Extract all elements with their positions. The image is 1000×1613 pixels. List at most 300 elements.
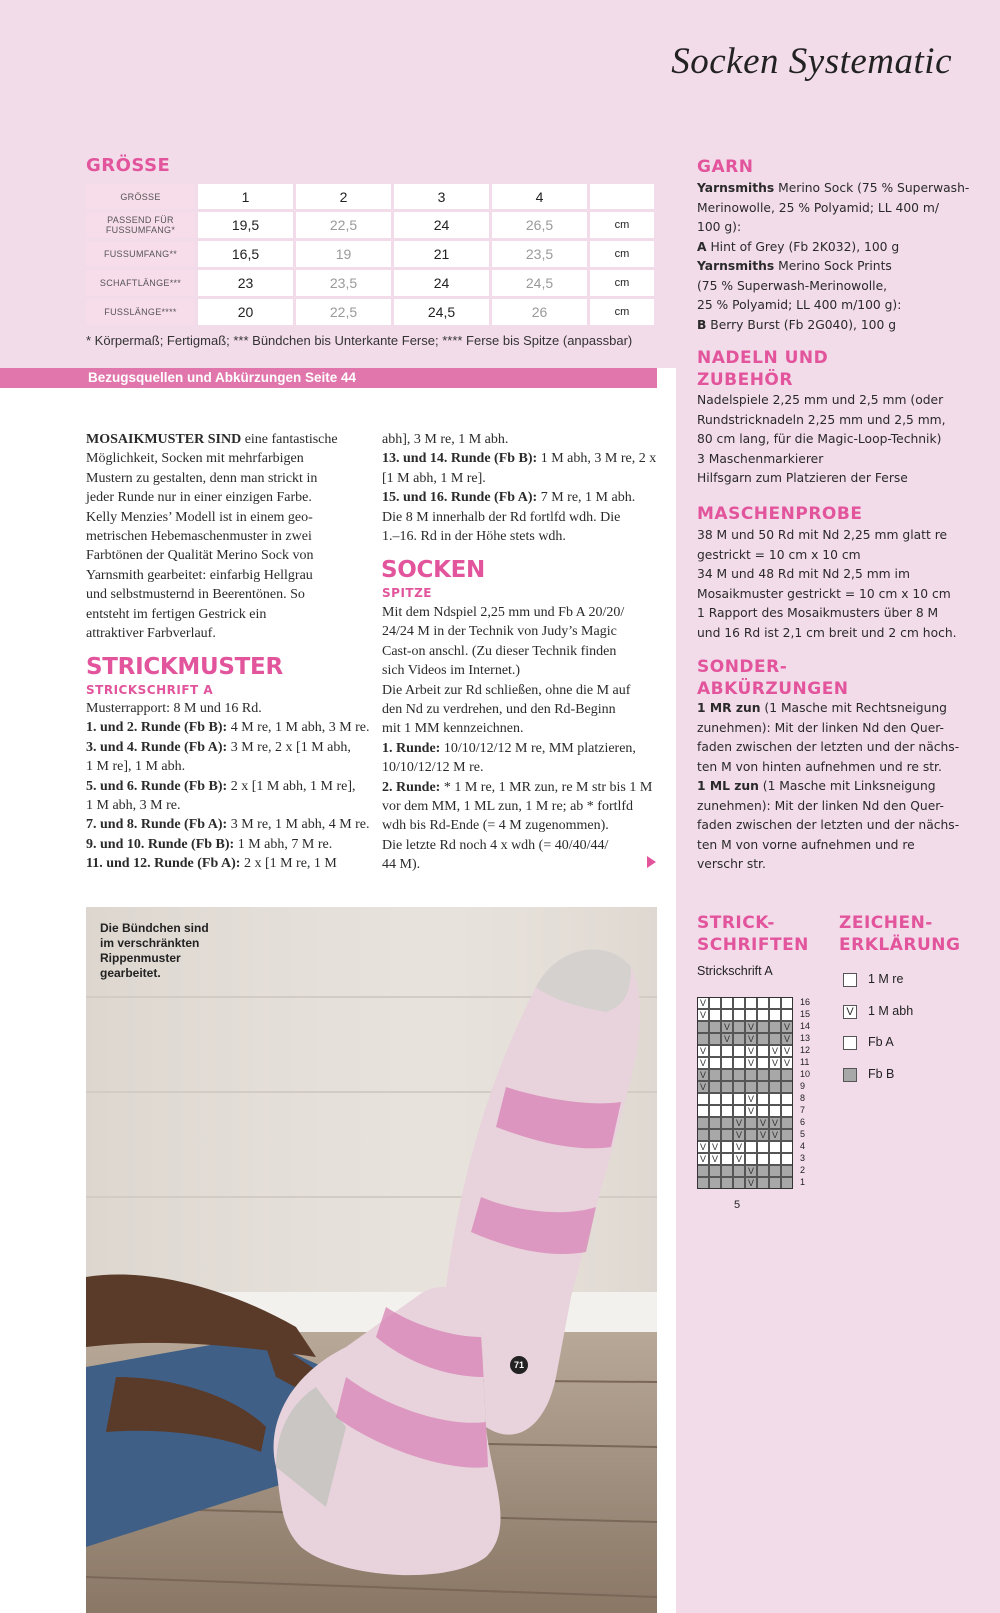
chart-cell xyxy=(721,997,733,1009)
chart-cell xyxy=(709,1069,721,1081)
groesse-heading: GRÖSSE xyxy=(86,155,171,176)
chart-cell xyxy=(709,1177,721,1189)
table-row xyxy=(86,299,654,325)
text-line xyxy=(382,758,657,777)
chart-cell xyxy=(781,1177,793,1189)
bold-run: 1. Runde: xyxy=(382,740,441,756)
text-line: Yarnsmith gearbeitet: einfarbig Hellgrau xyxy=(86,567,313,583)
text-line xyxy=(697,836,987,856)
bold-run: 11. und 12. Runde (Fb A): xyxy=(86,856,241,872)
table-header-cell: 1 xyxy=(198,184,293,209)
chart-cell xyxy=(733,997,745,1009)
chart-row-number: 8 xyxy=(800,1093,806,1103)
text-span: Rundstricknadeln 2,25 mm und 2,5 mm, xyxy=(697,412,946,427)
chart-cell xyxy=(769,1021,781,1033)
slip-stitch-cell: V xyxy=(769,1045,781,1057)
chart-cell xyxy=(769,997,781,1009)
chart-cell xyxy=(697,1105,709,1117)
text-line xyxy=(382,816,657,835)
slip-stitch-cell: V xyxy=(769,1117,781,1129)
table-cell: 23,5 xyxy=(296,270,391,296)
slip-stitch-cell: V xyxy=(745,1093,757,1105)
chart-cell xyxy=(745,1153,757,1165)
text-line xyxy=(86,796,371,815)
text-line xyxy=(697,585,987,605)
text-line xyxy=(697,777,987,797)
reference-link[interactable]: Bezugsquellen und Abkürzungen Seite 44 xyxy=(88,370,357,385)
text-span: zunehmen): Mit der linken Nd den Quer- xyxy=(697,798,944,813)
slip-stitch-cell: V xyxy=(781,1045,793,1057)
size-footnote: * Körpermaß; Fertigmaß; *** Bündchen bis Unterkante Ferse; **** Ferse bis Spitze (anpassbar) xyxy=(86,333,633,348)
chart-row-number: 5 xyxy=(800,1129,806,1139)
sock-illustration xyxy=(86,907,657,1613)
text-span: den Nd zu verdrehen, und den Rd-Beginn xyxy=(382,702,616,718)
text-line xyxy=(100,921,209,936)
chart-cell xyxy=(745,1081,757,1093)
chart-cell xyxy=(721,1105,733,1117)
chart-cell xyxy=(733,1177,745,1189)
text-span: 10/10/12/12 M re, MM platzieren, xyxy=(440,740,636,756)
text-line xyxy=(382,739,657,758)
size-table xyxy=(83,181,657,328)
text-line xyxy=(697,816,987,836)
chart-cell xyxy=(757,1105,769,1117)
chart-cell xyxy=(757,1153,769,1165)
row-label: SCHAFTLÄNGE*** xyxy=(86,270,195,296)
text-span: Merino Sock Prints xyxy=(774,259,892,273)
row-label: PASSEND FÜR FUSSUMFANG* xyxy=(86,212,195,238)
chart-cell xyxy=(769,1141,781,1153)
chart-row-number: 4 xyxy=(800,1141,806,1151)
text-span: 25 % Polyamid; LL 400 m/100 g): xyxy=(697,298,902,312)
intro-text xyxy=(86,430,371,643)
text-span: faden zwischen der letzten und der nächs- xyxy=(697,818,960,832)
chart-cell xyxy=(733,1009,745,1021)
legend-label: 1 M abh xyxy=(868,1003,914,1018)
chart-cell xyxy=(769,1153,781,1165)
table-header-cell: 3 xyxy=(394,184,489,209)
chart-cell xyxy=(721,1177,733,1189)
table-cell: 16,5 xyxy=(198,241,293,267)
text-span: Die Bündchen sind xyxy=(100,921,209,935)
text-span: Nadelspiele 2,25 mm und 2,5 mm (oder xyxy=(697,393,944,407)
chart-cell xyxy=(769,1081,781,1093)
chart-cell xyxy=(721,1117,733,1129)
intro-line xyxy=(86,430,371,449)
intro-rest xyxy=(86,449,371,643)
chart-cell xyxy=(781,1009,793,1021)
chart-cell xyxy=(733,1033,745,1045)
heading-line: ERKLÄRUNG xyxy=(839,935,961,955)
text-line xyxy=(697,179,987,199)
chart-cell xyxy=(781,1165,793,1177)
slip-stitch-cell: V xyxy=(697,1057,709,1069)
chart-cell xyxy=(757,997,769,1009)
text-line: und selbstmusternd in Beerentönen. So xyxy=(86,587,305,603)
chart-cell xyxy=(781,1081,793,1093)
text-span: 44 M). xyxy=(382,857,421,873)
chart-cell xyxy=(757,1033,769,1045)
text-line xyxy=(697,450,987,470)
chart-cell xyxy=(709,1105,721,1117)
continue-arrow-icon xyxy=(647,856,656,868)
chart-cell xyxy=(781,1105,793,1117)
text-span: ten M von hinten aufnehmen und re str. xyxy=(697,759,942,774)
text-span: 1 M re], 1 M abh. xyxy=(86,759,186,775)
text-span: [1 M abh, 1 M re]. xyxy=(382,470,486,486)
text-line xyxy=(697,218,987,238)
text-line xyxy=(100,951,209,966)
chart-cell xyxy=(769,1069,781,1081)
bold-run: 3. und 4. Runde (Fb A): xyxy=(86,739,228,755)
text-span: 1.–16. Rd in der Höhe stets wdh. xyxy=(382,529,566,545)
spitze-subheading: SPITZE xyxy=(382,586,432,600)
text-line xyxy=(697,391,987,411)
text-line xyxy=(382,469,657,488)
text-span: Merinowolle, 25 % Polyamid; LL 400 m/ xyxy=(697,200,940,215)
chart-cell xyxy=(697,1117,709,1129)
chart-cell xyxy=(721,1141,733,1153)
table-cell: 19 xyxy=(296,241,391,267)
text-line xyxy=(382,508,657,527)
legend-swatch xyxy=(843,1036,857,1050)
slip-stitch-cell: V xyxy=(757,1117,769,1129)
text-line xyxy=(86,699,371,718)
text-line xyxy=(86,835,371,854)
slip-stitch-cell: V xyxy=(697,1153,709,1165)
text-line xyxy=(697,797,987,817)
slip-stitch-cell: V xyxy=(745,1165,757,1177)
chart-cell xyxy=(721,1153,733,1165)
slip-stitch-cell: V xyxy=(745,1105,757,1117)
text-line xyxy=(697,277,987,297)
chart-cell xyxy=(709,1129,721,1141)
page-number: 71 xyxy=(510,1356,528,1374)
chart-cell xyxy=(757,1081,769,1093)
chart-cell xyxy=(781,1129,793,1141)
text-line xyxy=(100,936,209,951)
text-span: 4 M re, 1 M abh, 3 M re. xyxy=(227,720,370,736)
chart-cell xyxy=(709,1081,721,1093)
text-span: eine fantastische xyxy=(244,432,338,447)
text-span: 7 M re, 1 M abh. xyxy=(537,490,636,506)
slip-stitch-cell: V xyxy=(733,1129,745,1141)
text-line xyxy=(382,622,657,641)
text-line xyxy=(100,966,209,981)
chart-cell xyxy=(757,1093,769,1105)
sock-photo xyxy=(86,907,657,1613)
slip-stitch-cell: V xyxy=(781,1033,793,1045)
bold-run: 2. Runde: xyxy=(382,779,441,795)
chart-cell xyxy=(733,1165,745,1177)
slip-stitch-cell: V xyxy=(697,1069,709,1081)
strickmuster-heading: STRICKMUSTER xyxy=(86,654,283,680)
text-line xyxy=(86,738,371,757)
text-line xyxy=(382,681,657,700)
size-table-header xyxy=(86,184,654,209)
chart-cell xyxy=(721,1057,733,1069)
chart-cell xyxy=(757,1177,769,1189)
chart-cell xyxy=(769,1093,781,1105)
text-line: Möglichkeit, Socken mit mehrfarbigen xyxy=(86,451,304,467)
chart-row-number: 9 xyxy=(800,1081,806,1091)
slip-stitch-cell: V xyxy=(769,1057,781,1069)
chart-row-number: 13 xyxy=(800,1033,811,1043)
text-line xyxy=(697,526,987,546)
table-header-cell: 2 xyxy=(296,184,391,209)
text-span: 2 x [1 M abh, 1 M re], xyxy=(227,778,356,794)
legend-label: 1 M re xyxy=(868,972,904,986)
legend-label: Fb B xyxy=(868,1066,895,1081)
chart-cell xyxy=(769,1165,781,1177)
heading-line: ZUBEHÖR xyxy=(697,370,793,390)
table-row xyxy=(86,241,654,267)
chart-cell xyxy=(769,1177,781,1189)
sonder-heading xyxy=(697,656,849,700)
text-span: 24/24 M in der Technik von Judy’s Magic xyxy=(382,624,617,640)
zeichenerklaerung-heading xyxy=(839,912,960,956)
slip-stitch-cell: V xyxy=(697,1045,709,1057)
row-label: FUSSUMFANG** xyxy=(86,241,195,267)
text-line xyxy=(697,296,987,316)
intro-lead: MOSAIKMUSTER SIND xyxy=(86,432,242,447)
text-line xyxy=(697,257,987,277)
chart-cell xyxy=(733,1069,745,1081)
unit-cell: cm xyxy=(590,299,654,325)
text-line xyxy=(86,854,371,873)
table-cell: 22,5 xyxy=(296,212,391,238)
text-span: 1 M abh, 3 M re. xyxy=(86,798,181,814)
text-span: 3 M re, 1 M abh, 4 M re. xyxy=(227,817,370,833)
text-span: und 16 Rd ist 2,1 cm breit und 2 cm hoch. xyxy=(697,625,957,640)
text-span: faden zwischen der letzten und der nächs- xyxy=(697,740,960,754)
table-cell: 24 xyxy=(394,270,489,296)
text-span: 3 M re, 2 x [1 M abh, xyxy=(227,739,351,755)
bold-run: 1 ML zun xyxy=(697,779,759,793)
chart-cell xyxy=(709,1021,721,1033)
text-line xyxy=(697,199,987,219)
chart-cell xyxy=(769,1105,781,1117)
chart-cell xyxy=(733,1057,745,1069)
slip-stitch-cell: V xyxy=(733,1117,745,1129)
chart-cell xyxy=(769,1009,781,1021)
table-cell: 20 xyxy=(198,299,293,325)
chart-cell xyxy=(721,1165,733,1177)
table-cell: 23 xyxy=(198,270,293,296)
table-cell: 23,5 xyxy=(492,241,587,267)
chart-cell xyxy=(757,1069,769,1081)
text-line: Kelly Menzies’ Modell ist in einem geo- xyxy=(86,509,313,525)
chart-row-number: 15 xyxy=(800,1009,811,1019)
chart-cell xyxy=(721,1069,733,1081)
chart-cell xyxy=(697,1177,709,1189)
text-line: entsteht im fertigen Gestrick ein xyxy=(86,606,267,622)
chart-cell xyxy=(745,997,757,1009)
maschenprobe-text xyxy=(697,526,987,643)
chart-row-number: 7 xyxy=(800,1105,806,1115)
text-line xyxy=(382,488,657,507)
bold-run: 1. und 2. Runde (Fb B): xyxy=(86,720,228,736)
chart-cell xyxy=(781,1069,793,1081)
text-line xyxy=(697,758,987,778)
chart-cell xyxy=(709,1009,721,1021)
table-cell: 26,5 xyxy=(492,212,587,238)
heading-line: ZEICHEN- xyxy=(839,913,933,933)
chart-cell xyxy=(769,1033,781,1045)
slip-stitch-cell: V xyxy=(745,1057,757,1069)
text-span: Die letzte Rd noch 4 x wdh (= 40/40/44/ xyxy=(382,837,609,853)
heading-line: ABKÜRZUNGEN xyxy=(697,679,849,699)
chart-cell xyxy=(721,1093,733,1105)
text-line xyxy=(697,430,987,450)
chart-cell xyxy=(733,1045,745,1057)
chart-cell xyxy=(709,1057,721,1069)
chart-cell xyxy=(721,1045,733,1057)
chart-cell xyxy=(757,1009,769,1021)
text-span: (1 Masche mit Linksneigung xyxy=(758,779,936,793)
text-line: attraktiver Farbverlauf. xyxy=(86,626,216,642)
legend-swatch: V xyxy=(843,1005,857,1019)
chart-cell xyxy=(745,1069,757,1081)
chart-cell xyxy=(757,1141,769,1153)
garn-text xyxy=(697,179,987,335)
text-line xyxy=(697,238,987,258)
chart-cell xyxy=(781,1141,793,1153)
nadeln-text xyxy=(697,391,987,489)
slip-stitch-cell: V xyxy=(697,997,709,1009)
chart-cell xyxy=(757,1165,769,1177)
text-span: Cast-on anschl. (Zu dieser Technik finden xyxy=(382,643,617,659)
chart-row-number: 12 xyxy=(800,1045,811,1055)
text-span: * 1 M re, 1 MR zun, re M str bis 1 M xyxy=(440,779,653,795)
text-span: 1 M abh, 3 M re, 2 x xyxy=(537,451,657,467)
table-cell: 22,5 xyxy=(296,299,391,325)
text-span: mit 1 MM kennzeichnen. xyxy=(382,721,524,737)
bold-run: Yarnsmiths xyxy=(697,259,775,273)
chart-cell xyxy=(757,1057,769,1069)
photo-caption xyxy=(100,921,209,981)
chart-cell xyxy=(781,1117,793,1129)
slip-stitch-cell: V xyxy=(721,1033,733,1045)
table-header-cell xyxy=(590,184,654,209)
unit-cell: cm xyxy=(590,241,654,267)
chart-cell xyxy=(745,1129,757,1141)
chart-row-number: 1 xyxy=(800,1177,806,1187)
text-line xyxy=(697,719,987,739)
text-span: Merino Sock (75 % Superwash- xyxy=(774,181,970,195)
bold-run: 7. und 8. Runde (Fb A): xyxy=(86,817,228,833)
legend-swatch xyxy=(843,973,857,987)
text-line xyxy=(382,449,657,468)
text-span: 38 M und 50 Rd mit Nd 2,25 mm glatt re xyxy=(697,528,948,542)
text-line xyxy=(697,855,987,875)
text-span: ten M von vorne aufnehmen und re xyxy=(697,837,915,852)
slip-stitch-cell: V xyxy=(769,1129,781,1141)
chart-cell xyxy=(709,1033,721,1045)
text-span: Hint of Grey (Fb 2K032), 100 g xyxy=(706,239,900,254)
chart-label: Strickschrift A xyxy=(697,964,773,978)
table-cell: 21 xyxy=(394,241,489,267)
sonder-text xyxy=(697,699,987,875)
text-line xyxy=(382,430,657,449)
bold-run: 15. und 16. Runde (Fb A): xyxy=(382,490,538,506)
chart-cell xyxy=(709,1045,721,1057)
text-span: 1 Rapport des Mosaikmusters über 8 M xyxy=(697,606,939,620)
text-span: Hilfsgarn zum Platzieren der Ferse xyxy=(697,471,908,485)
chart-cell xyxy=(697,1165,709,1177)
chart-cell xyxy=(733,1093,745,1105)
table-cell: 19,5 xyxy=(198,212,293,238)
chart-cell xyxy=(781,1093,793,1105)
text-line xyxy=(697,699,987,719)
chart-cell xyxy=(733,1021,745,1033)
text-span: abh], 3 M re, 1 M abh. xyxy=(382,432,509,447)
table-header-cell: GRÖSSE xyxy=(86,184,195,209)
text-line xyxy=(697,604,987,624)
chart-cell xyxy=(745,1141,757,1153)
chart-cell xyxy=(709,1165,721,1177)
text-line xyxy=(382,527,657,546)
text-line xyxy=(86,718,371,737)
text-span: sich Videos im Internet.) xyxy=(382,663,521,679)
text-line: Mustern zu gestalten, denn man strickt in xyxy=(86,470,318,486)
chart-cell xyxy=(709,997,721,1009)
table-cell: 26 xyxy=(492,299,587,325)
chart-cell xyxy=(721,1081,733,1093)
slip-stitch-cell: V xyxy=(709,1141,721,1153)
slip-stitch-cell: V xyxy=(697,1081,709,1093)
bold-run: 13. und 14. Runde (Fb B): xyxy=(382,451,538,467)
text-line xyxy=(382,855,657,874)
slip-stitch-cell: V xyxy=(757,1129,769,1141)
maschenprobe-heading: MASCHENPROBE xyxy=(697,504,863,524)
text-span: Die Arbeit zur Rd schließen, ohne die M auf xyxy=(382,682,631,698)
text-line: jeder Runde nur in einer einzigen Farbe. xyxy=(86,490,312,506)
chart-cell xyxy=(733,1105,745,1117)
legend-swatch xyxy=(843,1068,857,1082)
chart-cell xyxy=(697,1033,709,1045)
chart-cell xyxy=(745,1117,757,1129)
text-span: Mosaikmuster gestrickt = 10 cm x 10 cm xyxy=(697,586,951,601)
table-header-cell: 4 xyxy=(492,184,587,209)
bold-run: 1 MR zun xyxy=(697,701,761,715)
slip-stitch-cell: V xyxy=(781,1021,793,1033)
reference-bar xyxy=(0,368,657,388)
heading-line: STRICK- xyxy=(697,913,775,933)
slip-stitch-cell: V xyxy=(733,1153,745,1165)
col2-instructions xyxy=(382,430,657,546)
chart-cell xyxy=(721,1129,733,1141)
table-row xyxy=(86,212,654,238)
text-span: (1 Masche mit Rechtsneigung xyxy=(760,701,947,715)
slip-stitch-cell: V xyxy=(709,1153,721,1165)
chart-cell xyxy=(781,997,793,1009)
garn-heading: GARN xyxy=(697,157,754,177)
text-line xyxy=(86,815,371,834)
text-line xyxy=(382,603,657,622)
text-line xyxy=(382,778,657,797)
text-line xyxy=(697,546,987,566)
text-line xyxy=(697,624,987,644)
text-span: 3 Maschenmarkierer xyxy=(697,451,824,466)
chart-cell xyxy=(757,1021,769,1033)
chart-cell xyxy=(781,1153,793,1165)
table-cell: 24,5 xyxy=(492,270,587,296)
chart-row-number: 14 xyxy=(800,1021,811,1031)
text-span: Die 8 M innerhalb der Rd fortlfd wdh. Die xyxy=(382,509,621,525)
bold-run: 9. und 10. Runde (Fb B): xyxy=(86,836,235,852)
chart-row-number: 16 xyxy=(800,997,811,1007)
